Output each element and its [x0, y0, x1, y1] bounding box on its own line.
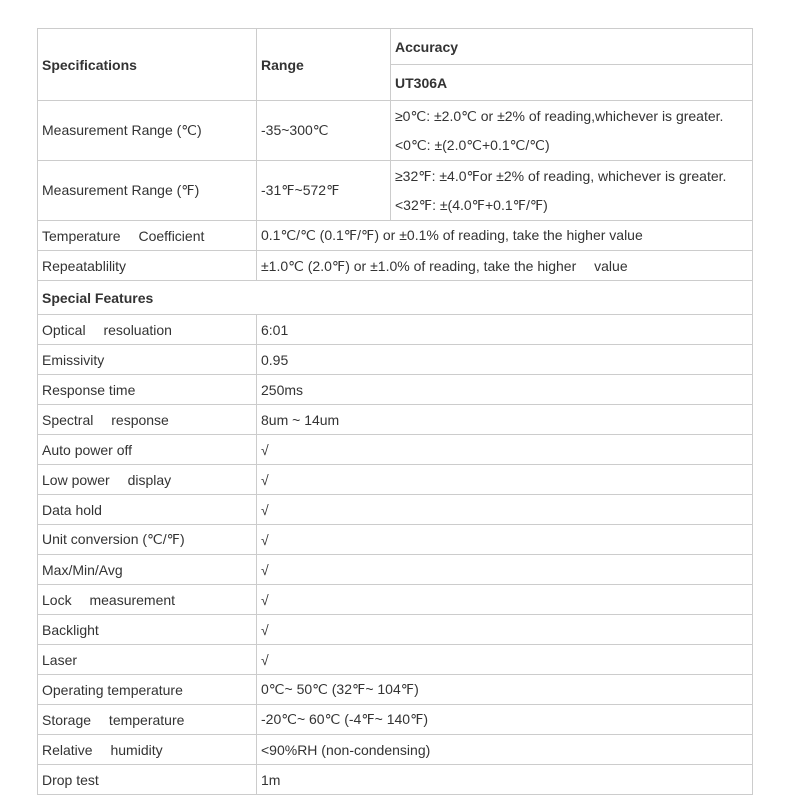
header-range: Range	[257, 29, 391, 101]
table-row	[38, 615, 753, 645]
spec-table	[37, 28, 753, 795]
table-row	[38, 465, 753, 495]
feature-name: Laser	[38, 645, 257, 675]
table-row	[38, 435, 753, 465]
feature-name: Backlight	[38, 615, 257, 645]
table-row	[38, 405, 753, 435]
feature-value: √	[257, 435, 753, 465]
table-row	[38, 345, 753, 375]
table-row	[38, 251, 753, 281]
feature-value: √	[257, 615, 753, 645]
feature-name: Optical resoluation	[38, 315, 257, 345]
accuracy-line: <32℉: ±(4.0℉+0.1℉/℉)	[395, 196, 548, 213]
spec-range: -31℉~572℉	[257, 161, 391, 221]
accuracy-line: <0℃: ±(2.0℃+0.1℃/℃)	[395, 136, 550, 153]
table-row	[38, 525, 753, 555]
spec-name: Repeatablility	[38, 251, 257, 281]
feature-name: Relative humidity	[38, 735, 257, 765]
spec-name: Temperature Coefficient	[38, 221, 257, 251]
feature-value: √	[257, 645, 753, 675]
feature-name: Auto power off	[38, 435, 257, 465]
header-row	[38, 29, 753, 65]
feature-value: 0.95	[257, 345, 753, 375]
feature-value: 6:01	[257, 315, 753, 345]
table-row	[38, 705, 753, 735]
header-accuracy: Accuracy	[391, 29, 753, 65]
feature-name: Operating temperature	[38, 675, 257, 705]
feature-value: 250ms	[257, 375, 753, 405]
feature-name: Storage temperature	[38, 705, 257, 735]
feature-value: √	[257, 525, 753, 555]
table-row	[38, 221, 753, 251]
feature-value: 8um ~ 14um	[257, 405, 753, 435]
table-row	[38, 101, 753, 161]
feature-value: -20℃~ 60℃ (-4℉~ 140℉)	[257, 705, 753, 735]
header-model: UT306A	[391, 65, 753, 101]
header-specifications: Specifications	[38, 29, 257, 101]
feature-name: Emissivity	[38, 345, 257, 375]
feature-value: 0℃~ 50℃ (32℉~ 104℉)	[257, 675, 753, 705]
feature-value: √	[257, 465, 753, 495]
spec-name: Measurement Range (℃)	[38, 101, 257, 161]
feature-name: Data hold	[38, 495, 257, 525]
feature-name: Spectral response	[38, 405, 257, 435]
table-row	[38, 585, 753, 615]
feature-name: Unit conversion (℃/℉)	[38, 525, 257, 555]
accuracy-line: ≥0℃: ±2.0℃ or ±2% of reading,whichever is greater.	[395, 107, 724, 124]
table-row	[38, 315, 753, 345]
feature-name: Response time	[38, 375, 257, 405]
feature-name: Drop test	[38, 765, 257, 795]
feature-name: Max/Min/Avg	[38, 555, 257, 585]
table-row	[38, 375, 753, 405]
spec-value: ±1.0℃ (2.0℉) or ±1.0% of reading, take the higher value	[257, 251, 753, 281]
section-row	[38, 281, 753, 315]
table-row	[38, 765, 753, 795]
feature-name: Low power display	[38, 465, 257, 495]
feature-value: <90%RH (non-condensing)	[257, 735, 753, 765]
table-row	[38, 495, 753, 525]
spec-range: -35~300℃	[257, 101, 391, 161]
spec-value: 0.1℃/℃ (0.1℉/℉) or ±0.1% of reading, take the higher value	[257, 221, 753, 251]
table-row	[38, 555, 753, 585]
feature-value: √	[257, 585, 753, 615]
feature-name: Lock measurement	[38, 585, 257, 615]
spec-name: Measurement Range (℉)	[38, 161, 257, 221]
table-row	[38, 645, 753, 675]
feature-value: √	[257, 495, 753, 525]
accuracy-line: ≥32℉: ±4.0℉or ±2% of reading, whichever is greater.	[395, 167, 727, 184]
table-row	[38, 675, 753, 705]
spec-accuracy	[391, 101, 753, 161]
table-row	[38, 161, 753, 221]
feature-value: √	[257, 555, 753, 585]
table-row	[38, 735, 753, 765]
section-title: Special Features	[38, 281, 753, 315]
spec-accuracy	[391, 161, 753, 221]
feature-value: 1m	[257, 765, 753, 795]
